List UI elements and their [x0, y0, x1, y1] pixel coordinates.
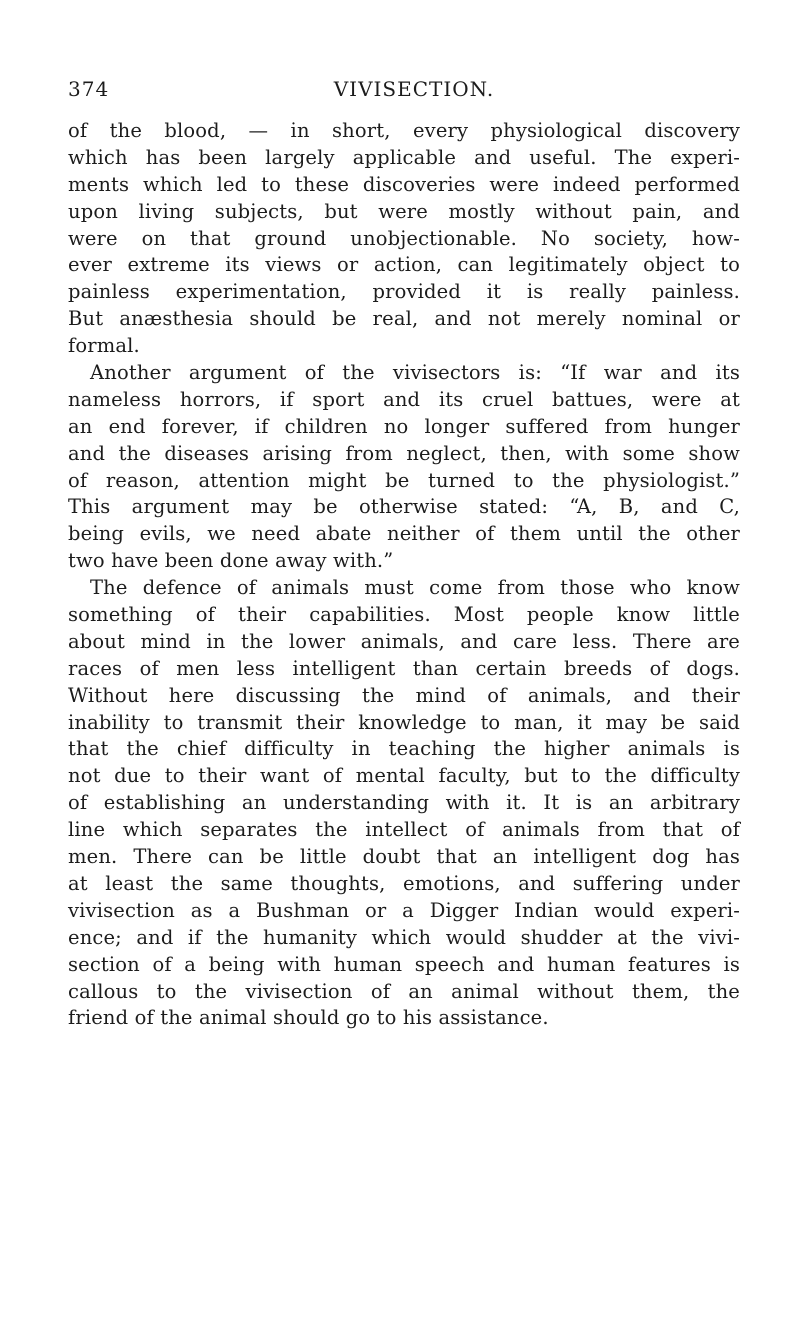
text-line: friend of the animal should go to his assistance. — [68, 1006, 549, 1030]
text-line: section of a being with human speech and human features is — [68, 952, 740, 976]
text-line: of the blood, — in short, every physiological discovery — [68, 119, 740, 142]
text-line: callous to the vivisection of an animal without them, the — [68, 979, 740, 1003]
text-line: men. There can be little doubt that an intelligent dog has — [68, 845, 740, 869]
text-line: inability to transmit their knowledge to man, it may be said — [68, 710, 740, 734]
text-line: being evils, we need abate neither of them until the other — [68, 522, 740, 546]
body-text — [68, 118, 740, 1032]
running-head — [68, 76, 738, 102]
text-line: races of men less intelligent than certain breeds of dogs. — [68, 656, 740, 680]
text-line: The defence of animals must come from those who know — [90, 576, 740, 600]
text-line: ence; and if the humanity which would shudder at the vivi- — [68, 925, 740, 949]
text-line: ever extreme its views or action, can legitimately object to — [68, 253, 740, 277]
text-line: an end forever, if children no longer suffered from hunger — [68, 414, 740, 438]
text-line: something of their capabilities. Most people know little — [68, 603, 740, 627]
text-line: This argument may be otherwise stated: “A, B, and C, — [68, 495, 740, 519]
text-line: Another argument of the vivisectors is: “If war and its — [90, 361, 740, 385]
text-line: painless experimentation, provided it is really painless. — [68, 280, 740, 304]
text-line: that the chief difficulty in teaching the higher animals is — [68, 737, 740, 761]
text-line: But anæsthesia should be real, and not merely nominal or — [68, 307, 740, 331]
text-line: at least the same thoughts, emotions, and suffering under — [68, 871, 740, 895]
running-title: VIVISECTION. — [333, 77, 495, 101]
text-line: Without here discussing the mind of animals, and their — [68, 683, 740, 707]
text-line: about mind in the lower animals, and care less. There are — [68, 629, 740, 653]
text-line: upon living subjects, but were mostly without pain, and — [68, 199, 740, 223]
text-line: of reason, attention might be turned to the physiologist.” — [68, 468, 740, 492]
text-line: were on that ground unobjectionable. No society, how- — [68, 226, 740, 250]
page-number: 374 — [68, 77, 110, 101]
text-line: and the diseases arising from neglect, then, with some show — [68, 441, 740, 465]
text-line: not due to their want of mental faculty, but to the difficulty — [68, 764, 740, 788]
text-line: formal. — [68, 334, 140, 358]
text-line: which has been largely applicable and useful. The experi- — [68, 145, 740, 169]
text-line: ments which led to these discoveries were indeed performed — [68, 172, 740, 196]
text-line: line which separates the intellect of animals from that of — [68, 818, 740, 842]
text-line: of establishing an understanding with it. It is an arbitrary — [68, 791, 740, 815]
text-line: nameless horrors, if sport and its cruel battues, were at — [68, 387, 740, 411]
text-line: vivisection as a Bushman or a Digger Indian would experi- — [68, 898, 740, 922]
text-line: two have been done away with.” — [68, 549, 394, 573]
